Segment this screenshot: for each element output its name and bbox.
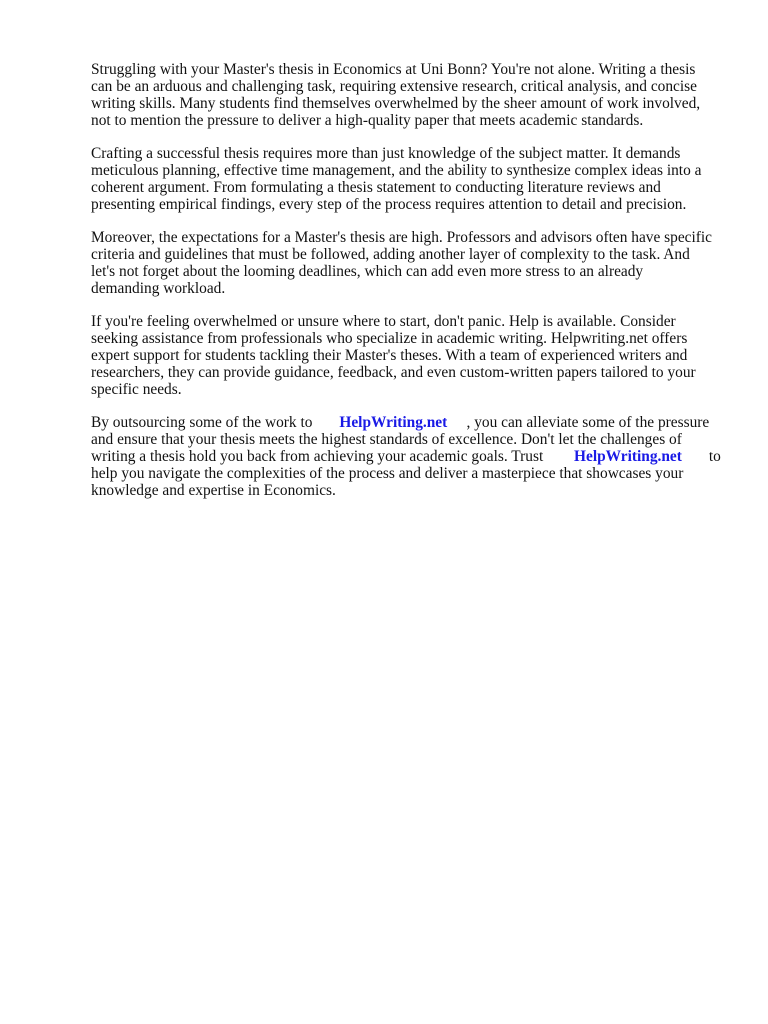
helpwriting-link-2[interactable]: HelpWriting.net (574, 448, 682, 465)
paragraph-outsourcing (91, 414, 731, 499)
document-page (91, 61, 731, 515)
helpwriting-link-1[interactable]: HelpWriting.net (339, 414, 448, 431)
paragraph-expectations: Moreover, the expectations for a Master's thesis are high. Professors and advisors often have specific criteria and guidelines that must be followed, adding another layer of complexity to the task. And let's not forget about the looming deadlines, which can add even more stress to an already demanding workload. (91, 229, 713, 297)
paragraph-help: If you're feeling overwhelmed or unsure where to start, don't panic. Help is available. Consider seeking assistance from professionals who specialize in academic writing. Helpwriting.net offers expert support for students tackling their Master's theses. With a team of experienced writers and researchers, they can provide guidance, feedback, and even custom-written papers tailored to your specific needs. (91, 313, 696, 398)
paragraph-intro: Struggling with your Master's thesis in Economics at Uni Bonn? You're not alone. Writing a thesis can be an arduous and challenging task, requiring extensive research, critical analysis, and concise writing skills. Many students find themselves overwhelmed by the sheer amount of work involved, not to mention the pressure to deliver a high-quality paper that meets academic standards. (91, 61, 701, 129)
paragraph-crafting: Crafting a successful thesis requires more than just knowledge of the subject matter. It demands meticulous planning, effective time management, and the ability to synthesize complex ideas into a coherent argument. From formulating a thesis statement to conducting literature reviews and presenting empirical findings, every step of the process requires attention to detail and precision. (91, 145, 702, 213)
outsourcing-text-1: By outsourcing some of the work to (91, 414, 317, 431)
outsourcing-text-3: to help you navigate the complexities of the process and deliver a masterpiece that showcases your knowledge and expertise in Economics. (91, 448, 721, 499)
outsourcing-text-2: , you can alleviate some of the pressure and ensure that your thesis meets the highest standards of excellence. Don't let the challenges of writing a thesis hold you back from achieving your academic goals. Trust (91, 414, 710, 465)
